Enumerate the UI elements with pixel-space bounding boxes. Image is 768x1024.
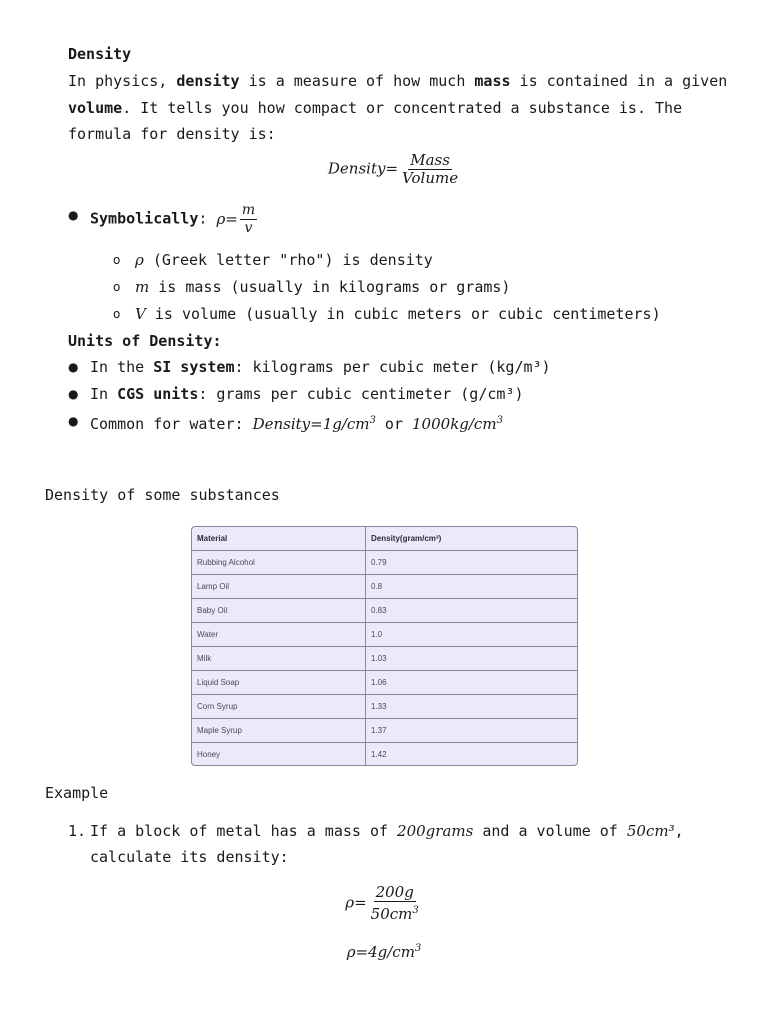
table-row (192, 623, 577, 647)
material-cell: Honey (192, 743, 366, 767)
density-cell: 0.79 (366, 551, 578, 575)
formula-equals: = (385, 159, 399, 178)
sub-bullet-circle: o (113, 307, 121, 321)
symbolic-formula (216, 202, 259, 236)
formula-lhs: Density (327, 159, 386, 178)
water-formula-1 (253, 415, 376, 433)
table-header-row (192, 527, 577, 551)
units-heading: Units of Density: (68, 332, 222, 350)
column-header-density: Density(gram/cm³) (366, 527, 578, 551)
density-cell: 0.83 (366, 599, 578, 623)
example-part: If a block of metal has a mass of (90, 822, 398, 840)
calc-equals: = (354, 893, 367, 912)
density-cell: 0.8 (366, 575, 578, 599)
table-row (192, 647, 577, 671)
material-cell: Maple Syrup (192, 719, 366, 743)
density-cell: 1.42 (371, 750, 387, 759)
calc-numerator: 200g (375, 883, 414, 901)
calculation-step-1 (0, 884, 768, 923)
example-mass: 200grams (397, 822, 474, 840)
sub-bullet-circle: o (113, 253, 121, 267)
bullet-dot: ● (68, 208, 79, 222)
example-heading: Example (45, 784, 109, 802)
units-text: In (90, 385, 118, 403)
example-part: , calculate its density: (90, 822, 684, 866)
symbolic-fraction (240, 202, 257, 237)
density-table-grid (192, 527, 577, 766)
density-cell: 1.33 (366, 695, 578, 719)
symbolic-denominator: v (244, 220, 253, 236)
formula-numerator: Mass (410, 151, 450, 169)
bullet-dot: ● (68, 387, 79, 401)
units-text: : grams per cubic centimeter (g/cm³) (198, 385, 524, 403)
result-exponent: 3 (414, 943, 422, 954)
table-row (192, 551, 577, 575)
symbol-rho: ρ (135, 251, 144, 269)
material-cell: Lamp Oil (192, 575, 366, 599)
water-math: 1000kg/cm (412, 415, 497, 433)
calc-fraction (369, 884, 421, 923)
intro-text: . It tells you how compact or concentrated a substance is. The formula for density is: (68, 98, 683, 143)
rho-symbol: ρ (216, 209, 226, 228)
material-cell: Baby Oil (192, 599, 366, 623)
table-row (192, 599, 577, 623)
table-caption: Density of some substances (45, 486, 280, 504)
density-keyword: density (176, 72, 240, 90)
intro-paragraph (68, 68, 728, 148)
density-cell: 1.0 (366, 623, 578, 647)
water-exponent: 3 (496, 415, 503, 426)
units-text: : kilograms per cubic meter (kg/m³) (234, 358, 551, 376)
sub-bullet-circle: o (113, 280, 121, 294)
material-cell: Milk (192, 647, 366, 671)
intro-text: In physics, (68, 72, 177, 90)
bullet-dot: ● (68, 360, 79, 374)
symbol-v: V (135, 305, 146, 323)
density-formula (0, 152, 768, 187)
calc-rho: ρ (345, 893, 355, 912)
symbol-description: (Greek letter "rho") is density (143, 251, 433, 269)
example-volume: 50cm³ (626, 822, 675, 840)
material-cell: Corn Syrup (192, 695, 366, 719)
units-system-name: CGS units (117, 385, 199, 403)
example-item (68, 818, 708, 872)
page-heading: Density (68, 45, 132, 63)
example-number: 1. (68, 822, 87, 840)
intro-text: is a measure of how much (239, 72, 475, 90)
density-cell: 1.37 (366, 719, 578, 743)
water-or: or (375, 415, 413, 433)
calc-denominator-base: 50cm (370, 905, 413, 923)
symbolic-colon: : (198, 209, 217, 228)
calculation-result (0, 943, 768, 961)
water-formula-2 (412, 415, 503, 433)
table-row (192, 695, 577, 719)
calc-denominator (369, 902, 421, 923)
bullet-dot: ● (68, 414, 79, 428)
units-system-name: SI system (153, 358, 235, 376)
table-row (192, 671, 577, 695)
intro-text: is contained in a given (510, 72, 728, 90)
table-row (192, 743, 577, 767)
calc-exponent: 3 (412, 905, 419, 916)
result-expression: ρ=4g/cm (346, 943, 415, 961)
symbolic-equals: = (225, 209, 238, 228)
water-exponent: 3 (369, 415, 376, 426)
material-cell: Liquid Soap (192, 671, 366, 695)
symbolic-bullet (68, 201, 368, 235)
example-part: and a volume of (473, 822, 627, 840)
table-row (192, 575, 577, 599)
water-math: Density=1g/cm (252, 415, 370, 433)
water-text: Common for water: (90, 415, 253, 433)
density-cell: 1.03 (366, 647, 578, 671)
column-header-material: Material (192, 527, 366, 551)
symbolic-label: Symbolically (90, 209, 199, 228)
example-text (90, 818, 690, 870)
density-table (191, 526, 578, 766)
density-cell: 1.06 (366, 671, 578, 695)
formula-fraction (400, 152, 460, 187)
material-cell: Water (192, 623, 366, 647)
symbol-m: m (135, 278, 150, 296)
material-cell: Rubbing Alcohol (192, 551, 366, 575)
formula-denominator: Volume (402, 169, 459, 187)
symbol-description: is volume (usually in cubic meters or cubic centimeters) (145, 305, 661, 323)
units-text: In the (90, 358, 154, 376)
mass-keyword: mass (474, 72, 511, 90)
table-row (192, 719, 577, 743)
symbolic-numerator: m (241, 202, 256, 218)
symbol-description: is mass (usually in kilograms or grams) (149, 278, 511, 296)
volume-keyword: volume (68, 98, 123, 117)
